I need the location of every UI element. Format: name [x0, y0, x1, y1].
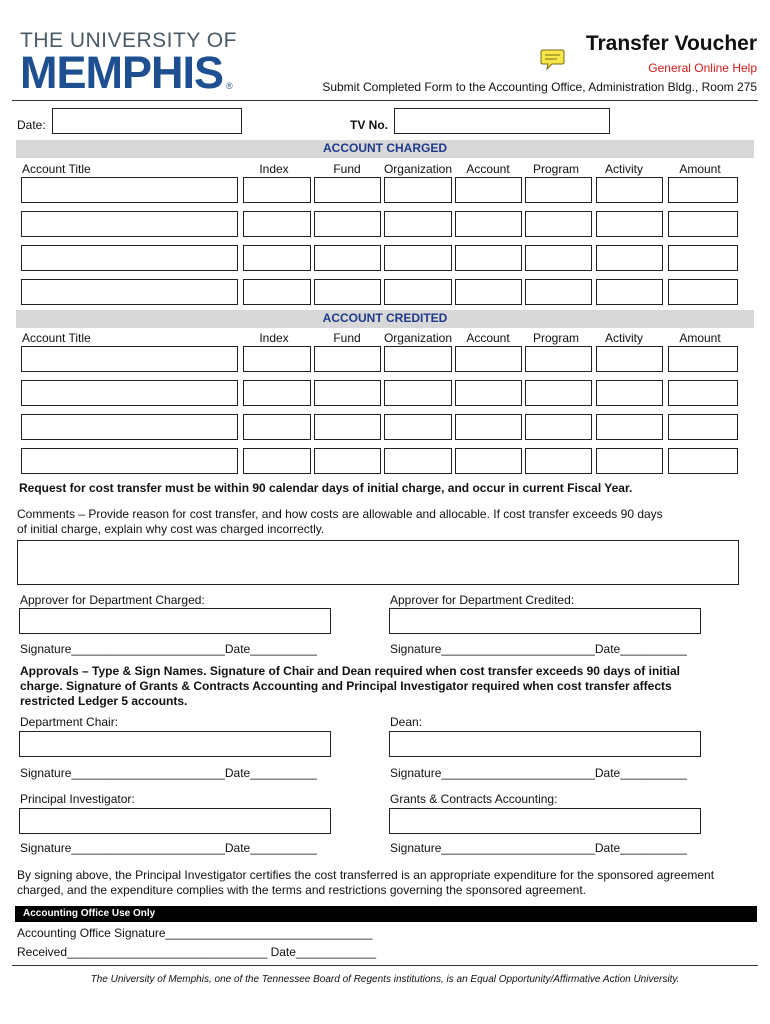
credited-row-cell[interactable]: [384, 414, 452, 440]
account-charged-band: [16, 140, 754, 158]
footer-divider: [12, 965, 758, 966]
office-use-banner-label: Accounting Office Use Only: [23, 908, 156, 919]
credited-row-cell[interactable]: [668, 346, 738, 372]
credited-row-cell[interactable]: [525, 448, 592, 474]
credited-row-cell[interactable]: [21, 414, 238, 440]
approvals-line-1: Approvals – Type & Sign Names. Signature of Chair and Dean required when cost transfer exceeds 90 days of initial: [20, 664, 680, 678]
page-title: Transfer Voucher: [585, 32, 757, 55]
charged-row-cell[interactable]: [314, 245, 381, 271]
header-divider: [12, 100, 758, 101]
ninety-day-notice: Request for cost transfer must be within 90 calendar days of initial charge, and occur in current Fiscal Year.: [19, 481, 633, 495]
charged-row-cell[interactable]: [384, 245, 452, 271]
accounting-signature-line: Accounting Office Signature_______________________________: [17, 926, 373, 940]
charged-row-cell[interactable]: [243, 177, 311, 203]
signature-date-line: Signature_______________________Date__________: [20, 766, 317, 780]
charged-row-cell[interactable]: [243, 279, 311, 305]
comments-line-1: Comments – Provide reason for cost transfer, and how costs are allowable and allocable. If cost transfer exceeds 90 days: [17, 507, 663, 521]
credited-row-cell[interactable]: [596, 380, 663, 406]
university-logo: [20, 29, 237, 98]
credited-row-cell[interactable]: [455, 414, 522, 440]
comments-instructions: [17, 507, 757, 537]
tv-number-field[interactable]: [394, 108, 610, 134]
credited-column-header: Activity: [604, 331, 643, 345]
approver-charged-label: Approver for Department Charged:: [20, 593, 205, 607]
credited-row-cell[interactable]: [668, 448, 738, 474]
charged-row-cell[interactable]: [455, 279, 522, 305]
charged-row-cell[interactable]: [384, 279, 452, 305]
credited-row-cell[interactable]: [525, 380, 592, 406]
account-charged-heading: ACCOUNT CHARGED: [323, 141, 447, 155]
credited-row-cell[interactable]: [21, 448, 238, 474]
credited-column-header: Account Title: [22, 331, 91, 345]
charged-row-cell[interactable]: [668, 245, 738, 271]
approvals-line-3: restricted Ledger 5 accounts.: [20, 694, 188, 708]
certification-line-2: charged, and the expenditure complies with the terms and restrictions governing the sponsored agreement.: [17, 883, 586, 897]
credited-column-header: Index: [259, 331, 289, 345]
charged-row-cell[interactable]: [21, 245, 238, 271]
charged-row-cell[interactable]: [668, 279, 738, 305]
charged-row-cell[interactable]: [21, 211, 238, 237]
credited-row-cell[interactable]: [243, 380, 311, 406]
credited-row-cell[interactable]: [525, 414, 592, 440]
charged-column-header: Organization: [383, 162, 453, 176]
office-use-banner: [15, 906, 757, 922]
charged-row-cell[interactable]: [525, 279, 592, 305]
charged-row-cell[interactable]: [596, 177, 663, 203]
charged-row-cell[interactable]: [455, 245, 522, 271]
dean-field[interactable]: [389, 731, 701, 757]
credited-row-cell[interactable]: [668, 380, 738, 406]
credited-row-cell[interactable]: [455, 380, 522, 406]
credited-row-cell[interactable]: [21, 380, 238, 406]
grants-contracts-label: Grants & Contracts Accounting:: [390, 792, 558, 806]
tv-number-label: TV No.: [350, 118, 388, 132]
charged-row-cell[interactable]: [525, 211, 592, 237]
logo-line1: THE UNIVERSITY OF: [20, 29, 237, 52]
credited-column-header: Program: [532, 331, 579, 345]
credited-column-header: Fund: [333, 331, 361, 345]
date-label: Date:: [17, 118, 46, 132]
charged-column-header: Fund: [333, 162, 361, 176]
credited-row-cell[interactable]: [455, 346, 522, 372]
credited-row-cell[interactable]: [668, 414, 738, 440]
date-field[interactable]: [52, 108, 242, 134]
credited-row-cell[interactable]: [243, 346, 311, 372]
credited-column-header: Organization: [383, 331, 453, 345]
account-credited-heading: ACCOUNT CREDITED: [322, 311, 448, 325]
approver-charged-field[interactable]: [19, 608, 331, 634]
credited-row-cell[interactable]: [314, 448, 381, 474]
charged-row-cell[interactable]: [243, 211, 311, 237]
charged-row-cell[interactable]: [243, 245, 311, 271]
submit-note: Submit Completed Form to the Accounting Office, Administration Bldg., Room 275: [322, 80, 757, 94]
credited-row-cell[interactable]: [455, 448, 522, 474]
footer-statement: The University of Memphis, one of the Tennessee Board of Regents institutions, is an Equal Opportunity/Affirmative Action University.: [90, 974, 680, 985]
credited-column-header: Account: [466, 331, 510, 345]
credited-row-cell[interactable]: [243, 448, 311, 474]
charged-row-cell[interactable]: [314, 177, 381, 203]
credited-row-cell[interactable]: [596, 414, 663, 440]
principal-investigator-field[interactable]: [19, 808, 331, 834]
charged-row-cell[interactable]: [455, 211, 522, 237]
credited-row-cell[interactable]: [596, 346, 663, 372]
charged-row-cell[interactable]: [21, 177, 238, 203]
signature-date-line: Signature_______________________Date__________: [390, 841, 687, 855]
credited-row-cell[interactable]: [314, 414, 381, 440]
signature-date-line: Signature_______________________Date__________: [390, 766, 687, 780]
charged-row-cell[interactable]: [525, 245, 592, 271]
charged-column-header: Index: [259, 162, 289, 176]
credited-row-cell[interactable]: [384, 346, 452, 372]
charged-column-header: Account Title: [22, 162, 91, 176]
charged-row-cell[interactable]: [21, 279, 238, 305]
credited-row-cell[interactable]: [525, 346, 592, 372]
charged-row-cell[interactable]: [596, 211, 663, 237]
credited-row-cell[interactable]: [384, 380, 452, 406]
charged-row-cell[interactable]: [596, 279, 663, 305]
charged-row-cell[interactable]: [596, 245, 663, 271]
charged-column-header: Activity: [604, 162, 643, 176]
approver-credited-field[interactable]: [389, 608, 701, 634]
charged-row-cell[interactable]: [668, 177, 738, 203]
charged-column-header: Account: [466, 162, 510, 176]
principal-investigator-label: Principal Investigator:: [20, 792, 135, 806]
received-date-line: Received______________________________ Date____________: [17, 945, 377, 959]
certification-text: [17, 868, 762, 898]
department-chair-label: Department Chair:: [20, 715, 119, 729]
credited-row-cell[interactable]: [314, 380, 381, 406]
help-link[interactable]: General Online Help: [648, 61, 757, 75]
certification-line-1: By signing above, the Principal Investigator certifies the cost transferred is an appropriate expenditure for the sponsored agreement: [17, 868, 715, 882]
credited-column-header: Amount: [679, 331, 721, 345]
charged-row-cell[interactable]: [314, 211, 381, 237]
charged-column-header: Amount: [679, 162, 721, 176]
signature-date-line: Signature_______________________Date__________: [390, 642, 687, 656]
credited-row-cell[interactable]: [384, 448, 452, 474]
signature-date-line: Signature_______________________Date__________: [20, 841, 317, 855]
charged-column-header: Program: [532, 162, 579, 176]
credited-row-cell[interactable]: [596, 448, 663, 474]
charged-row-cell[interactable]: [314, 279, 381, 305]
signature-date-line: Signature_______________________Date__________: [20, 642, 317, 656]
grants-contracts-field[interactable]: [389, 808, 701, 834]
charged-row-cell[interactable]: [455, 177, 522, 203]
approvals-instructions: [20, 664, 760, 709]
logo-line2: MEMPHIS: [20, 47, 224, 98]
comments-field[interactable]: [17, 540, 739, 585]
credited-row-cell[interactable]: [243, 414, 311, 440]
approvals-line-2: charge. Signature of Grants & Contracts Accounting and Principal Investigator required when cost transfer affects: [20, 679, 672, 693]
charged-row-cell[interactable]: [668, 211, 738, 237]
approver-credited-label: Approver for Department Credited:: [390, 593, 575, 607]
account-credited-band: [16, 310, 754, 328]
credited-row-cell[interactable]: [314, 346, 381, 372]
registered-mark: ®: [226, 81, 233, 91]
dean-label: Dean:: [390, 715, 423, 729]
comments-line-2: of initial charge, explain why cost was charged incorrectly.: [17, 522, 325, 536]
charged-row-cell[interactable]: [384, 177, 452, 203]
credited-row-cell[interactable]: [21, 346, 238, 372]
charged-row-cell[interactable]: [525, 177, 592, 203]
speech-bubble-icon[interactable]: [540, 48, 566, 77]
department-chair-field[interactable]: [19, 731, 331, 757]
charged-row-cell[interactable]: [384, 211, 452, 237]
